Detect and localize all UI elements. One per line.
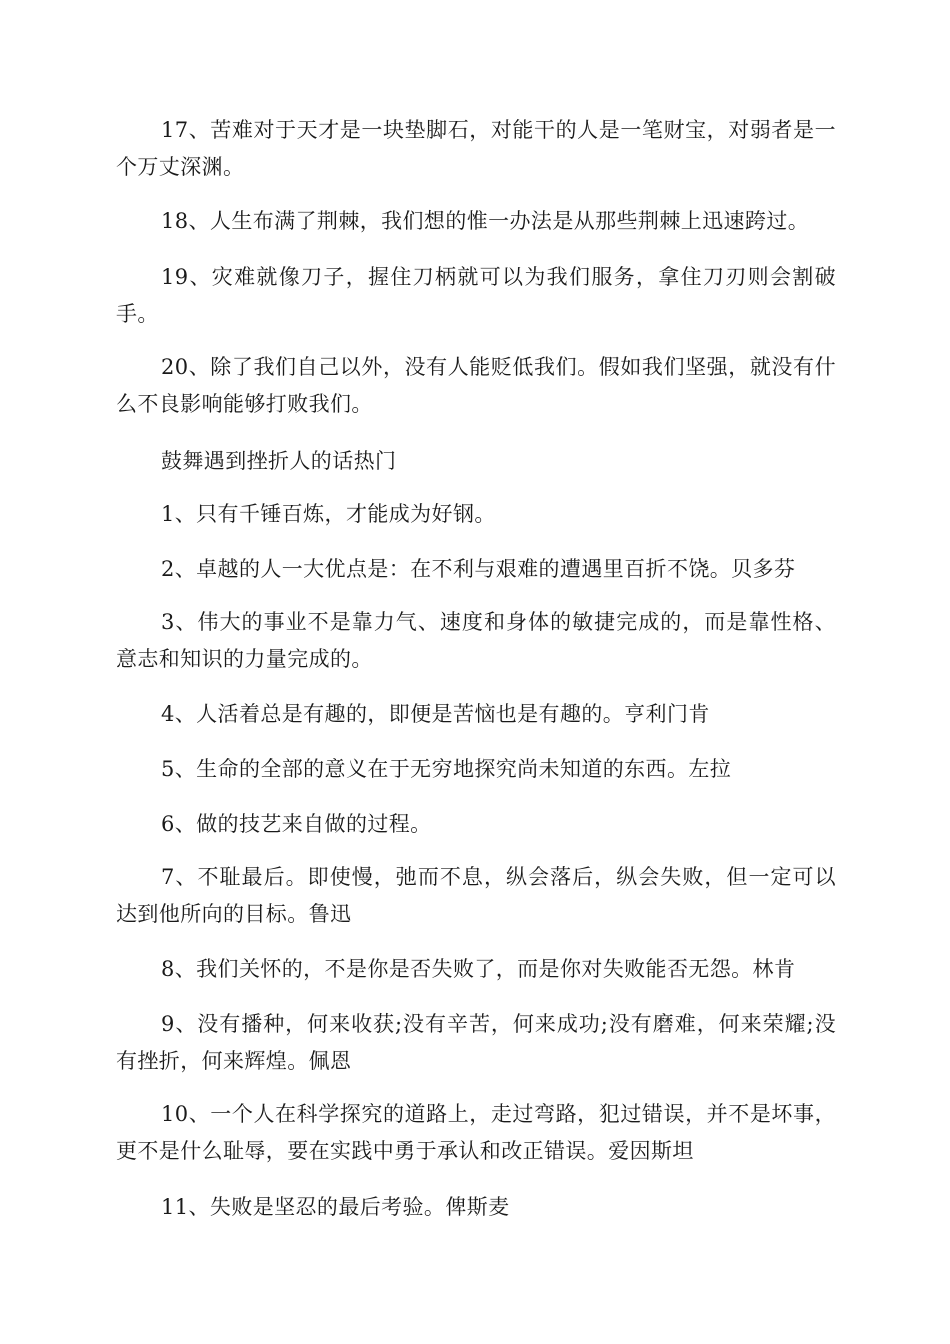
- paragraph-20: 20、除了我们自己以外，没有人能贬低我们。假如我们坚强，就没有什么不良影响能够打败我们。: [116, 355, 836, 416]
- quote-10: 10、一个人在科学探究的道路上，走过弯路，犯过错误，并不是坏事，更不是什么耻辱，要在实践中勇于承认和改正错误。爱因斯坦: [116, 1102, 836, 1163]
- quote-9: 9、没有播种，何来收获;没有辛苦，何来成功;没有磨难，何来荣耀;没有挫折，何来辉煌。佩恩: [116, 1012, 836, 1073]
- quote-8: 8、我们关怀的，不是你是否失败了，而是你对失败能否无怨。林肯: [161, 957, 796, 981]
- quote-5: 5、生命的全部的意义在于无穷地探究尚未知道的东西。左拉: [161, 757, 732, 781]
- quote-7: 7、不耻最后。即使慢，弛而不息，纵会落后，纵会失败，但一定可以达到他所向的目标。鲁迅: [116, 865, 836, 926]
- quote-4: 4、人活着总是有趣的，即便是苦恼也是有趣的。亨利门肯: [161, 702, 710, 726]
- quote-2: 2、卓越的人一大优点是：在不利与艰难的遭遇里百折不饶。贝多芬: [161, 557, 796, 581]
- paragraph-19: 19、灾难就像刀子，握住刀柄就可以为我们服务，拿住刀刃则会割破手。: [116, 265, 836, 326]
- quote-6: 6、做的技艺来自做的过程。: [161, 812, 432, 836]
- quote-11: 11、失败是坚忍的最后考验。俾斯麦: [161, 1195, 510, 1219]
- quote-1: 1、只有千锤百炼，才能成为好钢。: [161, 502, 496, 526]
- section-heading: 鼓舞遇到挫折人的话热门: [161, 449, 397, 473]
- quote-3: 3、伟大的事业不是靠力气、速度和身体的敏捷完成的，而是靠性格、意志和知识的力量完成的。: [116, 610, 836, 671]
- paragraph-17: 17、苦难对于天才是一块垫脚石，对能干的人是一笔财宝，对弱者是一个万丈深渊。: [116, 118, 836, 179]
- paragraph-18: 18、人生布满了荆棘，我们想的惟一办法是从那些荆棘上迅速跨过。: [161, 209, 810, 233]
